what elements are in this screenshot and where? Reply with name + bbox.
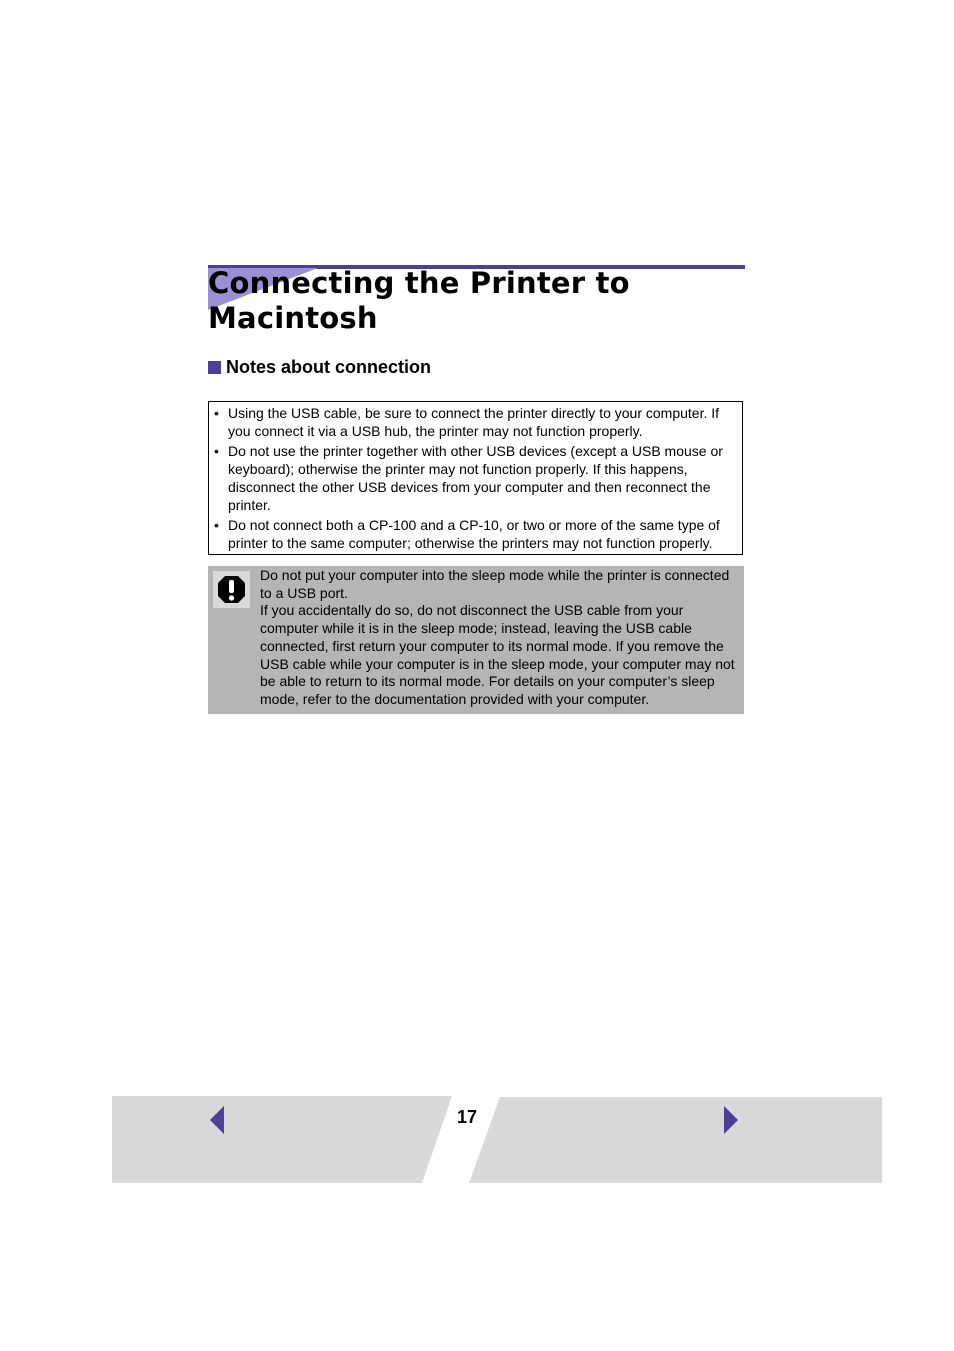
next-page-arrow-icon — [720, 1104, 744, 1136]
notes-item — [214, 405, 734, 440]
bullet: • — [214, 405, 219, 421]
bullet: • — [214, 517, 219, 534]
caution-exclamation-icon — [213, 571, 250, 608]
notes-box — [208, 401, 743, 555]
section-heading — [208, 355, 431, 379]
caution-line-1: Do not put your computer into the sleep mode while the printer is connected to a USB port. — [260, 567, 730, 601]
bullet: • — [214, 443, 219, 460]
page-title: Connecting the Printer to Macintosh — [208, 266, 630, 335]
caution-line-2: If you accidentally do so, do not disconnect the USB cable from your computer while it is in the sleep mode; instead, leaving the USB cable connected, first return your computer to its normal mode. If you remove the USB cable while your computer is in the sleep mode, your computer may not be able to return to its normal mode. For details on your computer’s sleep mode, refer to the documentation provided with your computer. — [260, 602, 735, 707]
notes-item — [214, 443, 734, 514]
caution-text — [260, 567, 740, 709]
page-number: 17 — [456, 1107, 478, 1127]
notes-item-text: Do not use the printer together with other USB devices (except a USB mouse or keyboard); otherwise the printer may not function properly. If this happens, disconnect the other USB devices from your computer and then reconnect the printer. — [228, 443, 723, 513]
notes-item — [214, 517, 734, 552]
next-page-button[interactable] — [720, 1104, 744, 1136]
previous-page-button[interactable] — [208, 1104, 232, 1136]
notes-item-text: Using the USB cable, be sure to connect the printer directly to your computer. If you connect it via a USB hub, the printer may not function properly. — [228, 405, 720, 439]
section-heading-text: Notes about connection — [226, 356, 432, 377]
notes-list — [214, 405, 734, 553]
section-square-icon — [208, 361, 221, 374]
caution-box — [208, 566, 744, 714]
notes-item-text: Do not connect both a CP-100 and a CP-10, or two or more of the same type of printer to the same computer; otherwise the printers may not function properly. — [228, 517, 720, 551]
footer-navigation — [112, 1096, 882, 1183]
previous-page-arrow-icon — [208, 1104, 232, 1136]
